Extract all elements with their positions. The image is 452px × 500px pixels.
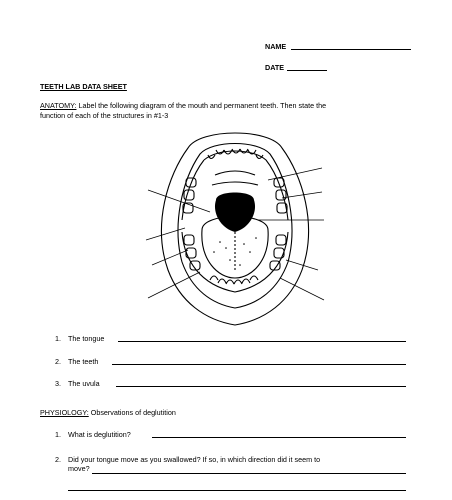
anatomy-q2-number: 2. bbox=[55, 357, 61, 366]
anatomy-q3-answer-line[interactable] bbox=[116, 386, 406, 387]
anatomy-q1-text: The tongue bbox=[68, 334, 105, 343]
physiology-q2-text-line2: move? bbox=[68, 464, 90, 473]
anatomy-q2-text: The teeth bbox=[68, 357, 99, 366]
name-field-line[interactable] bbox=[291, 49, 411, 50]
anatomy-q1-number: 1. bbox=[55, 334, 61, 343]
physiology-q2-number: 2. bbox=[55, 455, 61, 464]
physiology-q1-answer-line[interactable] bbox=[152, 437, 406, 438]
anatomy-instruction-line2: function of each of the structures in #1-3 bbox=[40, 111, 169, 120]
anatomy-q1-answer-line[interactable] bbox=[118, 341, 406, 342]
page-title: TEETH LAB DATA SHEET bbox=[40, 82, 127, 91]
physiology-q2-answer-line-1[interactable] bbox=[92, 473, 406, 474]
mouth-diagram bbox=[140, 120, 330, 335]
anatomy-q2-answer-line[interactable] bbox=[112, 364, 406, 365]
physiology-heading-row bbox=[40, 408, 176, 417]
name-label: NAME bbox=[265, 42, 287, 51]
physiology-q1-text: What is deglutition? bbox=[68, 430, 131, 439]
physiology-q2-text-line1: Did your tongue move as you swallowed? If so, in which direction did it seem to bbox=[68, 455, 321, 464]
anatomy-instructions bbox=[40, 101, 326, 110]
physiology-heading: PHYSIOLOGY: bbox=[40, 408, 89, 417]
physiology-q1-number: 1. bbox=[55, 430, 61, 439]
date-field-line[interactable] bbox=[287, 70, 327, 71]
anatomy-instruction-line1: Label the following diagram of the mouth and permanent teeth. Then state the bbox=[78, 101, 327, 110]
anatomy-q3-number: 3. bbox=[55, 379, 61, 388]
physiology-q2-answer-line-2[interactable] bbox=[68, 490, 406, 491]
date-label: DATE bbox=[265, 63, 285, 72]
anatomy-heading: ANATOMY: bbox=[40, 101, 77, 110]
physiology-subtitle: Observations of deglutition bbox=[90, 408, 176, 417]
anatomy-q3-text: The uvula bbox=[68, 379, 100, 388]
